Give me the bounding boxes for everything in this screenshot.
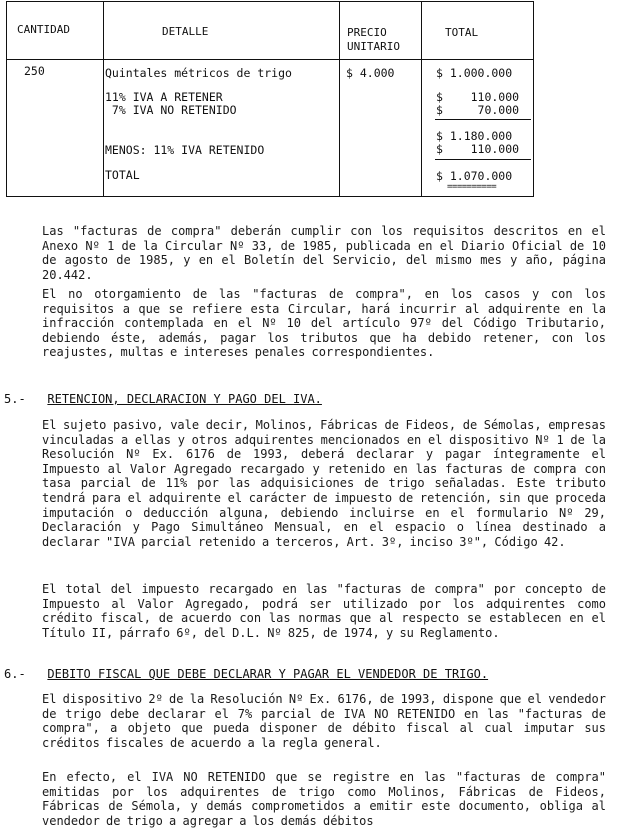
- invoice-table: [6, 1, 534, 197]
- header-cantidad: CANTIDAD: [17, 23, 70, 36]
- total-iva-no-retenido: $ 70.000: [436, 103, 520, 117]
- header-total: TOTAL: [445, 26, 479, 39]
- total-rule: [435, 159, 531, 160]
- total-total: $ 1.070.000: [436, 169, 513, 183]
- detalle-iva-no-retenido: 7% IVA NO RETENIDO: [105, 103, 237, 117]
- cantidad-value: 250: [24, 64, 45, 78]
- paragraph-en-efecto: En efecto, el IVA NO RETENIDO que se registre en las "facturas de compra" emitidas por los adquirentes de trigo como Molinos, Fábricas de Fideos, Fábricas de Sémola, y demás comprometidos a emitir este documento, obliga al vendedor de trigo a agregar a los demás débitos: [42, 770, 606, 828]
- total-menos: $ 110.000: [436, 142, 520, 156]
- header-divider: [7, 59, 533, 60]
- header-detalle: DETALLE: [162, 25, 209, 38]
- column-divider: [421, 2, 422, 196]
- paragraph-total-impuesto: El total del impuesto recargado en las "facturas de compra" por concepto de Impuesto al Valor Agregado, podrá ser utilizado por los adquirentes como crédito fiscal, de acuerdo con las normas que al respecto se establecen en el Título II, párrafo 6º, del D.L. Nº 825, de 1974, y su Reglamento.: [42, 582, 606, 640]
- detalle-menos: MENOS: 11% IVA RETENIDO: [105, 143, 265, 157]
- header-precio-line1: PRECIO: [347, 26, 387, 39]
- section-6-heading: [4, 667, 488, 682]
- detalle-quintales: Quintales métricos de trigo: [105, 66, 292, 80]
- subtotal-rule: [435, 119, 531, 120]
- paragraph-no-otorgamiento: El no otorgamiento de las "facturas de compra", en los casos y con los requisitos a que se refiere esta Circular, hará incurrir al adquirente en la infracción contemplada en el Nº 10 del artículo 97º del Código Tributario, debiendo éste, además, pagar los tributos que ha debido retener, con los reajustes, multas e intereses penales correspondientes.: [42, 287, 606, 360]
- section-5-heading: [4, 392, 322, 407]
- section-6-number: 6.-: [4, 667, 26, 681]
- section-6-title: DEBITO FISCAL QUE DEBE DECLARAR Y PAGAR EL VENDEDOR DE TRIGO.: [47, 667, 489, 681]
- total-quintales: $ 1.000.000: [436, 66, 513, 80]
- paragraph-sujeto-pasivo: El sujeto pasivo, vale decir, Molinos, Fábricas de Fideos, de Sémolas, empresas vinculadas a ellas y otros adquirentes mencionados en el dispositivo Nº 1 de la Resolución Nº Ex. 6176 de 1993, deberá declarar y pagar íntegramente el Impuesto al Valor Agregado recargado y retenido en las facturas de compra con tasa parcial de 11% por las adquisiciones de trigo señaladas. Este tributo tendrá para el adquirente el carácter de impuesto de retención, sin que proceda imputación o deducción alguna, debiendo incluirse en el formulario Nº 29, Declaración y Pago Simultáneo Mensual, en el espacio o línea destinado a declarar "IVA parcial retenido a terceros, Art. 3º, inciso 3º", Código 42.: [42, 418, 606, 549]
- paragraph-facturas-requisitos: Las "facturas de compra" deberán cumplir con los requisitos descritos en el Anexo Nº 1 de la Circular Nº 33, de 1985, publicada en el Diario Oficial de 10 de agosto de 1985, y en el Boletín del Servicio, del mismo mes y año, página 20.442.: [42, 224, 606, 282]
- precio-quintales: $ 4.000: [346, 66, 395, 80]
- total-iva-retener: $ 110.000: [436, 90, 520, 104]
- column-divider: [339, 2, 340, 196]
- section-5-number: 5.-: [4, 392, 26, 406]
- detalle-total: TOTAL: [105, 168, 140, 182]
- paragraph-dispositivo-2: El dispositivo 2º de la Resolución Nº Ex. 6176, de 1993, dispone que el vendedor de trigo debe declarar el 7% parcial de IVA NO RETENIDO en las "facturas de compra", a objeto que pueda disponer de débito fiscal al cual imputar sus créditos fiscales de acuerdo a la regla general.: [42, 692, 606, 750]
- column-divider: [103, 2, 104, 196]
- total-subtotal: $ 1.180.000: [436, 129, 513, 143]
- detalle-iva-retener: 11% IVA A RETENER: [105, 90, 223, 104]
- section-5-title: RETENCION, DECLARACION Y PAGO DEL IVA.: [47, 392, 322, 406]
- header-precio-line2: UNITARIO: [347, 40, 400, 53]
- double-underline: ==========: [447, 182, 497, 192]
